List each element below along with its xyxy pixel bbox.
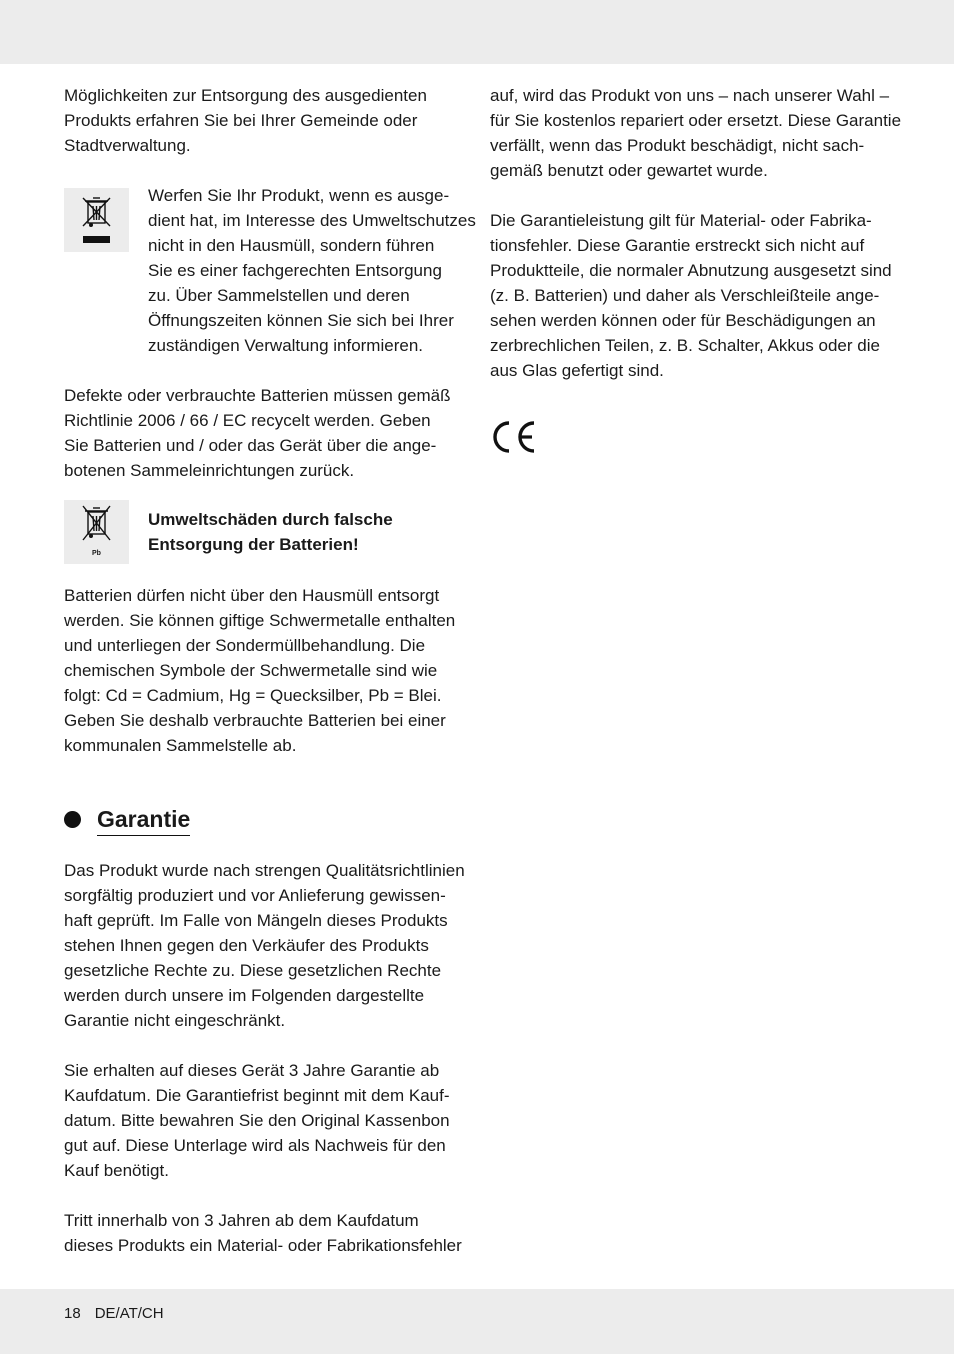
garantie-paragraph-5: Die Garantieleistung gilt für Material- oder Fabrika- tionsfehler. Diese Garantie erstreckt sich nicht auf Produktteile, die normaler Abnutzung ausgesetzt sind (z. B. Batterien) und daher als Verschleißteile ange- sehen werden können oder für Beschädigungen an zerbrechlichen Teilen, z. B. Schalter, Akkus oder die aus Glas gefertigt sind. [490,211,892,380]
garantie-paragraph-4: auf, wird das Produkt von uns – nach unserer Wahl – für Sie kostenlos repariert oder ersetzt. Diese Garantie verfällt, wenn das Produkt beschädigt, nicht sach- gemäß benutzt oder gewartet wurde. [490,86,902,180]
garantie-paragraph-2: Sie erhalten auf dieses Gerät 3 Jahre Garantie ab Kaufdatum. Die Garantiefrist beginnt mit dem Kauf- datum. Bitte bewahren Sie den Original Kassenbon gut auf. Diese Unterlage wird als Nachweis für den Kauf benötigt. [64,1061,450,1180]
weee-bin-icon [64,188,129,252]
page-number: 18 [64,1305,81,1322]
weee-paragraph: Werfen Sie Ihr Produkt, wenn es ausge- dient hat, im Interesse des Umweltschutzes nicht in den Hausmüll, sondern führen Sie es einer fachgerechten Entsorgung zu. Über Sammelstellen und deren Öffnungszeiten können Sie sich bei Ihrer zuständigen Verwaltung informieren. [148,186,476,355]
warning-heading: Umweltschäden durch falsche Entsorgung der Batterien! [148,510,393,554]
header-band [0,0,954,64]
bullet-icon [64,811,81,828]
region-label: DE/AT/CH [94,1305,164,1322]
intro-paragraph: Möglichkeiten zur Entsorgung des ausgedienten Produkts erfahren Sie bei Ihrer Gemeinde oder Stadtverwaltung. [64,86,427,155]
garantie-paragraph-1: Das Produkt wurde nach strengen Qualitätsrichtlinien sorgfältig produziert und vor Anlieferung gewissen- haft geprüft. Im Falle von Mängeln dieses Produkts stehen Ihnen gegen den Verkäufer des Produkts gesetzliche Rechte zu. Diese gesetzlichen Rechte werden durch unsere im Folgenden dargestellte Garantie nicht eingeschränkt. [64,861,465,1030]
section-title: Garantie [97,803,190,836]
batteries-paragraph: Defekte oder verbrauchte Batterien müssen gemäß Richtlinie 2006 / 66 / EC recycelt werden. Geben Sie Batterien und / oder das Gerät über die ange- botenen Sammeleinrichtungen zurück. [64,386,451,480]
garantie-paragraph-3: Tritt innerhalb von 3 Jahren ab dem Kaufdatum dieses Produkts ein Material- oder Fabrikationsfehler [64,1211,462,1255]
ce-mark-icon [490,420,538,459]
heavy-metals-paragraph: Batterien dürfen nicht über den Hausmüll entsorgt werden. Sie können giftige Schwermetalle enthalten und unterliegen der Sondermüllbehandlung. Die chemischen Symbole der Schwermetalle sind wie folgt: Cd = Cadmium, Hg = Quecksilber, Pb = Blei. Geben Sie deshalb verbrauchte Batterien bei einer kommunalen Sammelstelle ab. [64,586,456,755]
page-footer [64,1305,164,1322]
battery-bin-icon [64,500,129,564]
pb-label: Pb [92,550,101,557]
